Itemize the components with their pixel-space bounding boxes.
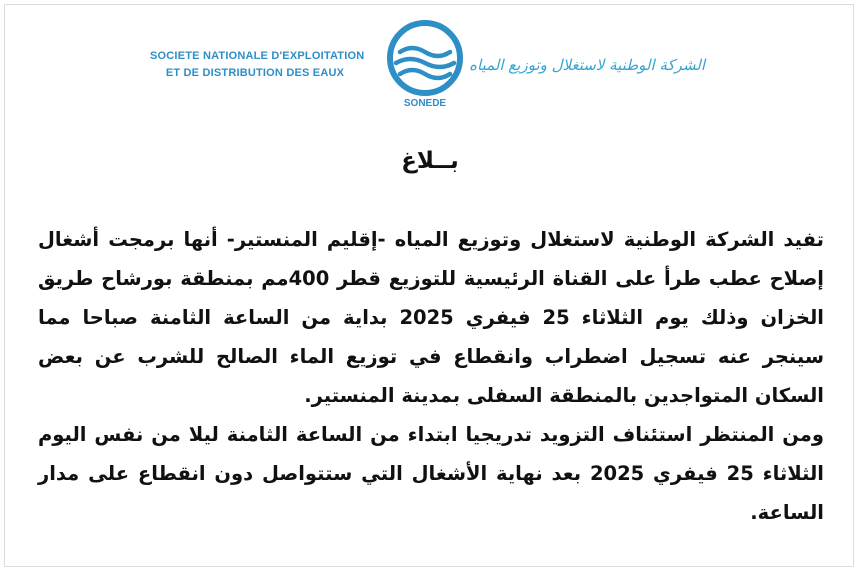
paragraph-1: تفيد الشركة الوطنية لاستغلال وتوزيع المياه -إقليم المنستير- أنها برمجت أشغال إصلاح عطب طرأ على القناة الرئيسية للتوزيع قطر 400مم بمنطقة بورشاح طريق الخزان وذلك يوم الثلاثاء 25 فيفري 2025 بداية من الساعة الثامنة صباحا مما سينجر عنه تسجيل اضطراب وانقطاع في توزيع الماء الصالح للشرب عن بعض السكان المتواجدين بالمنطقة السفلى بمدينة المنستير. [38, 228, 824, 407]
org-name-arabic: الشركة الوطنية لاستغلال وتوزيع المياه [469, 56, 705, 74]
announcement-title: بــلاغ [401, 148, 459, 174]
water-waves-logo-icon [382, 20, 468, 98]
org-name-french-line1: SOCIETE NATIONALE D'EXPLOITATION [150, 50, 365, 62]
org-name-french-line2: ET DE DISTRIBUTION DES EAUX [165, 67, 345, 79]
paragraph-2: ومن المنتظر استئناف التزويد تدريجيا ابتداء من الساعة الثامنة ليلا من نفس اليوم الثلاثاء 25 فيفري 2025 بعد نهاية الأشغال التي ستتواصل دون انقطاع على مدار الساعة. [38, 423, 824, 524]
logo-text: SONEDE [403, 98, 447, 109]
org-name-french [150, 48, 365, 82]
sonede-logo [382, 20, 468, 110]
letterhead [0, 0, 860, 120]
announcement-body [38, 220, 824, 532]
